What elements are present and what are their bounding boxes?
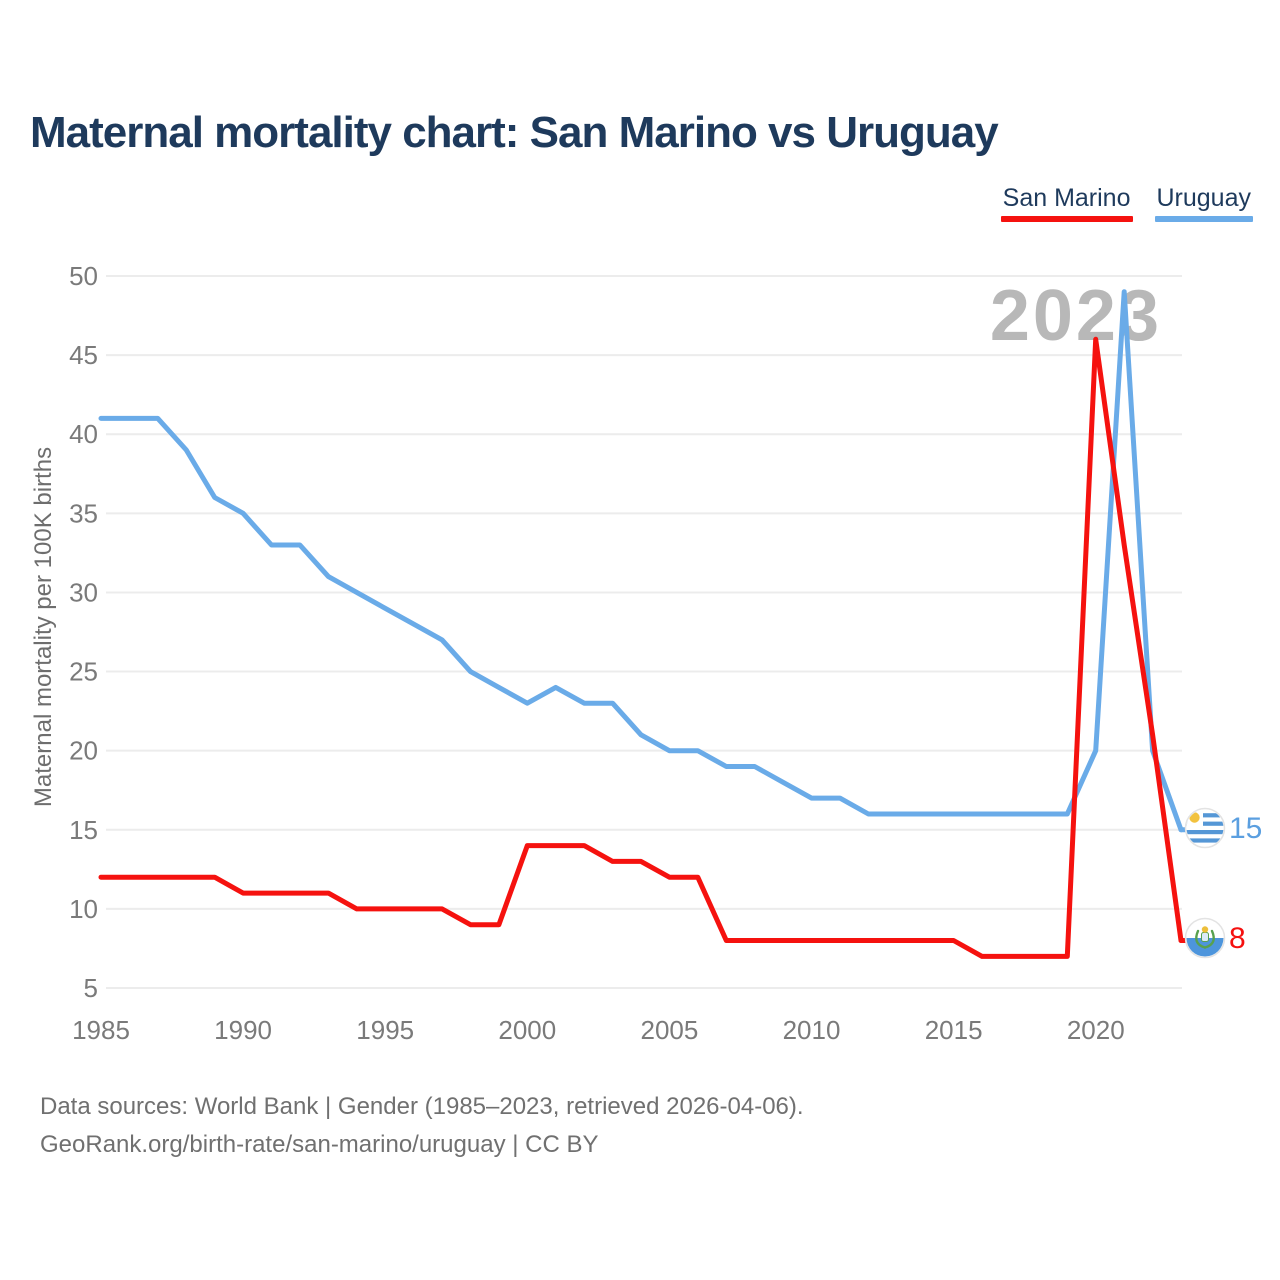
x-tick-label: 1995: [356, 1015, 415, 1045]
grid-layer: [69, 261, 1182, 1045]
end-label-uruguay: 15: [1229, 812, 1263, 845]
san-marino-flag-icon: [1186, 919, 1225, 958]
footer-source-line: Data sources: World Bank | Gender (1985–2023, retrieved 2026-04-06).: [40, 1093, 804, 1120]
y-tick-label: 5: [83, 973, 98, 1003]
legend-label-san-marino: San Marino: [1002, 184, 1131, 212]
y-tick-label: 45: [69, 340, 98, 371]
y-tick-label: 25: [69, 656, 98, 687]
footer: [40, 1088, 804, 1164]
series-line-san-marino[interactable]: [101, 339, 1181, 956]
series-layer: [101, 292, 1193, 957]
y-tick-label: 40: [69, 419, 98, 450]
y-tick-label: 30: [69, 577, 98, 608]
end-label-san-marino: 8: [1229, 922, 1246, 955]
x-tick-label: 2005: [640, 1015, 699, 1045]
y-tick-label: 15: [69, 814, 98, 845]
y-tick-label: 20: [69, 735, 98, 766]
page-title: Maternal mortality chart: San Marino vs Uruguay: [30, 108, 998, 157]
uruguay-flag-icon: [1186, 809, 1225, 848]
x-tick-label: 1990: [214, 1015, 273, 1045]
x-tick-label: 1985: [72, 1015, 130, 1045]
y-tick-label: 50: [69, 261, 98, 291]
footer-attribution-line: GeoRank.org/birth-rate/san-marino/uruguay | CC BY: [40, 1131, 599, 1158]
y-tick-label: 35: [69, 498, 98, 529]
x-tick-label: 2020: [1066, 1015, 1125, 1045]
x-tick-label: 2010: [782, 1015, 841, 1045]
x-tick-label: 2000: [498, 1015, 557, 1045]
watermark-text: 2023: [989, 276, 1162, 356]
series-line-uruguay[interactable]: [101, 292, 1181, 830]
legend-label-uruguay: Uruguay: [1156, 184, 1251, 212]
x-tick-label: 2015: [924, 1015, 983, 1045]
y-axis-title: Maternal mortality per 100K births: [30, 446, 57, 808]
y-tick-label: 10: [69, 893, 98, 924]
